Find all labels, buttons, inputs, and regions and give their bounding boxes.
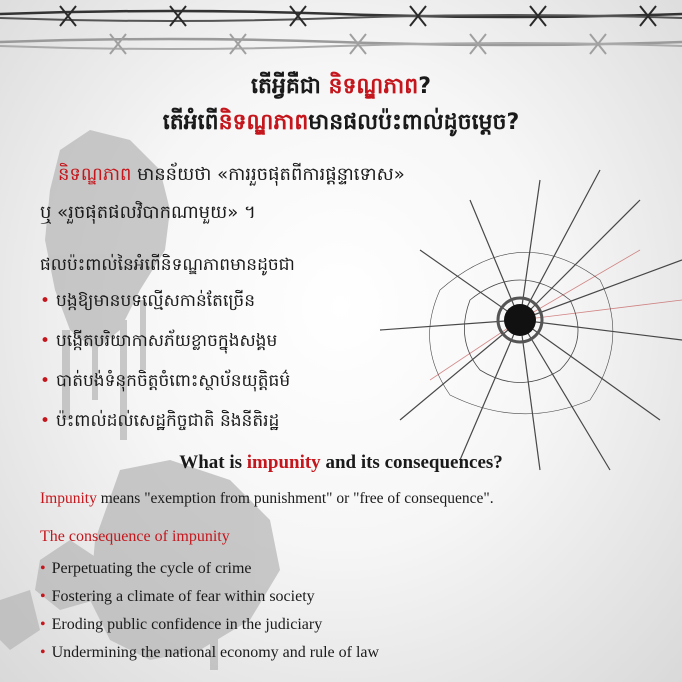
khmer-definition-line1 [58, 162, 405, 189]
bullet-icon: • [40, 560, 46, 577]
bullet-icon: • [40, 331, 51, 351]
bullet-icon: • [40, 588, 46, 605]
khmer-title-term: និទណ្ឌភាព [328, 74, 419, 99]
english-consequence-item [40, 588, 315, 606]
english-definition-text: means "exemption from punishment" or "free of consequence". [96, 490, 494, 507]
khmer-definition-term: និទណ្ឌភាព [58, 164, 132, 185]
english-consequences-heading: The consequence of impunity [40, 528, 230, 545]
khmer-consequence-text: បង្កើតបរិយាកាសភ័យខ្លាចក្នុងសង្គម [56, 331, 278, 351]
khmer-consequences-heading: ផលប៉ះពាល់នៃអំពើនិទណ្ឌភាពមានដូចជា [40, 255, 295, 275]
english-title [0, 452, 682, 474]
khmer-title2-suffix: មានផលប៉ះពាល់ដូចម្ដេច? [308, 110, 520, 135]
khmer-consequence-text: ប៉ះពាល់ដល់សេដ្ឋកិច្ចជាតិ និងនីតិរដ្ឋ [56, 411, 280, 431]
english-consequence-item [40, 616, 322, 634]
english-consequence-item [40, 560, 252, 578]
bullet-icon: • [40, 644, 46, 661]
khmer-title-suffix: ? [418, 74, 431, 99]
english-consequence-text: Eroding public confidence in the judiciary [51, 616, 323, 633]
english-consequence-text: Fostering a climate of fear within society [51, 588, 315, 605]
english-definition [40, 490, 494, 508]
khmer-consequence-item [40, 290, 255, 315]
khmer-consequence-item [40, 370, 290, 395]
khmer-title-prefix: តើអ្វីគឺជា [251, 74, 329, 99]
khmer-consequence-item [40, 330, 277, 355]
english-consequence-text: Perpetuating the cycle of crime [51, 560, 252, 577]
bullet-icon: • [40, 411, 51, 431]
english-title-suffix: and its consequences? [320, 452, 503, 473]
khmer-consequence-text: បង្កឱ្យមានបទល្មើសកាន់តែច្រើន [56, 291, 256, 311]
khmer-consequence-text: បាត់បង់ទំនុកចិត្តចំពោះស្ថាប័នយុត្តិធម៌ [56, 371, 291, 391]
bullet-icon: • [40, 371, 51, 391]
khmer-title-line2 [0, 108, 682, 140]
khmer-title-line1 [0, 72, 682, 104]
khmer-title2-prefix: តើអំពើ [162, 110, 219, 135]
english-title-prefix: What is [179, 452, 247, 473]
bullet-icon: • [40, 616, 46, 633]
khmer-definition-line2: ឬ «រួចផុតផលវិបាកណាមួយ» ។ [40, 202, 256, 223]
english-definition-term: Impunity [40, 490, 97, 507]
english-title-term: impunity [246, 452, 321, 473]
english-consequence-item [40, 644, 379, 662]
khmer-title2-term: និទណ្ឌភាព [218, 110, 309, 135]
english-consequence-text: Undermining the national economy and rule of law [51, 644, 380, 661]
khmer-definition-text: មានន័យថា «ការរួចផុតពីការផ្ដន្ទាទោស» [131, 164, 405, 185]
khmer-consequence-item [40, 410, 279, 435]
barbed-wire-icon [0, 0, 682, 60]
bullet-icon: • [40, 291, 51, 311]
